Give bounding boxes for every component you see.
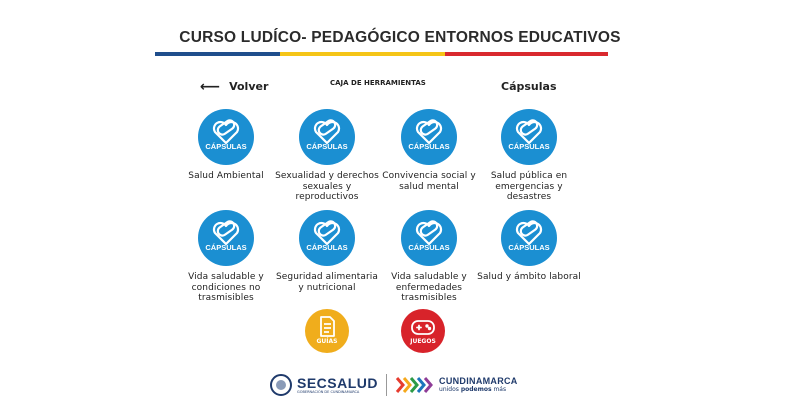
stripe-yellow	[280, 52, 445, 56]
svg-text:CÁPSULAS: CÁPSULAS	[306, 243, 348, 252]
capsule-label: Salud y ámbito laboral	[477, 272, 581, 282]
page-title: CURSO LUDÍCO- PEDAGÓGICO ENTORNOS EDUCATIVOS	[179, 29, 621, 46]
capsule-badge	[198, 210, 254, 266]
capsule-label: Salud Ambiental	[188, 171, 264, 181]
cundinamarca-name: CUNDINAMARCA	[439, 376, 518, 386]
seal-logo	[270, 374, 292, 396]
footer-divider	[386, 374, 387, 396]
guias-button[interactable]	[305, 309, 349, 353]
capsule-badge	[299, 109, 355, 165]
cundinamarca-slogan: unidos podemos más	[439, 386, 507, 393]
capsule-card-seguridad-alimentaria[interactable]	[272, 210, 382, 293]
back-button[interactable]	[200, 80, 268, 93]
capsule-card-ambito-laboral[interactable]	[474, 210, 584, 283]
capsule-label: Sexualidad y derechos sexuales y reproductivos	[275, 171, 379, 202]
capsule-card-vida-trasmisibles[interactable]	[374, 210, 484, 304]
svg-text:CÁPSULAS: CÁPSULAS	[408, 243, 450, 252]
capsule-badge-text	[501, 210, 557, 266]
svg-text:CÁPSULAS: CÁPSULAS	[508, 142, 550, 151]
capsule-card-convivencia[interactable]	[374, 109, 484, 192]
document-icon	[305, 309, 349, 353]
juegos-button[interactable]	[401, 309, 445, 353]
capsule-badge-text	[401, 210, 457, 266]
gamepad-icon	[401, 309, 445, 353]
capsule-card-emergencias[interactable]	[474, 109, 584, 203]
capsule-badge-text	[501, 109, 557, 165]
capsule-label: Seguridad alimentaria y nutricional	[275, 272, 379, 293]
capsule-badge-text	[401, 109, 457, 165]
svg-text:CÁPSULAS: CÁPSULAS	[508, 243, 550, 252]
footer-logos	[270, 372, 518, 398]
cundinamarca-logo	[439, 376, 518, 394]
back-label: Volver	[229, 80, 269, 93]
stripe-red	[445, 52, 608, 56]
capsule-label: Vida saludable y condiciones no trasmisibles	[188, 272, 264, 303]
guias-label: GUÍAS	[316, 338, 338, 345]
capsule-label: Vida saludable y enfermedades trasmisibles	[391, 272, 467, 303]
capsule-badge	[401, 109, 457, 165]
capsule-badge	[501, 210, 557, 266]
secsalud-name: SECSALUD	[297, 374, 379, 391]
secsalud-logo	[297, 376, 378, 395]
capsule-badge-text	[198, 210, 254, 266]
svg-text:CÁPSULAS: CÁPSULAS	[408, 142, 450, 151]
svg-text:CÁPSULAS: CÁPSULAS	[205, 142, 247, 151]
capsule-card-sexualidad[interactable]	[272, 109, 382, 203]
section-title: Cápsulas	[501, 80, 557, 93]
svg-text:CÁPSULAS: CÁPSULAS	[205, 243, 247, 252]
capsule-label: Salud pública en emergencias y desastres	[490, 171, 568, 202]
capsule-label: Convivencia social y salud mental	[382, 171, 476, 192]
juegos-label: JUEGOS	[410, 338, 436, 345]
capsule-badge	[401, 210, 457, 266]
cundinamarca-logo-mark	[395, 376, 435, 394]
toolbox-link[interactable]: CAJA DE HERRAMIENTAS	[330, 79, 426, 87]
capsule-badge	[501, 109, 557, 165]
title-stripe	[155, 52, 608, 56]
capsule-badge-text	[299, 109, 355, 165]
capsule-badge	[198, 109, 254, 165]
capsule-badge-text	[299, 210, 355, 266]
capsule-badge	[299, 210, 355, 266]
arrow-left-icon: ⟵	[200, 78, 221, 95]
capsule-badge-text	[198, 109, 254, 165]
capsule-card-salud-ambiental[interactable]	[171, 109, 281, 182]
stripe-blue	[155, 52, 280, 56]
capsule-card-vida-no-trasmisibles[interactable]	[171, 210, 281, 304]
secsalud-sub: GOBERNACIÓN DE CUNDINAMARCA	[297, 389, 360, 394]
svg-text:CÁPSULAS: CÁPSULAS	[306, 142, 348, 151]
